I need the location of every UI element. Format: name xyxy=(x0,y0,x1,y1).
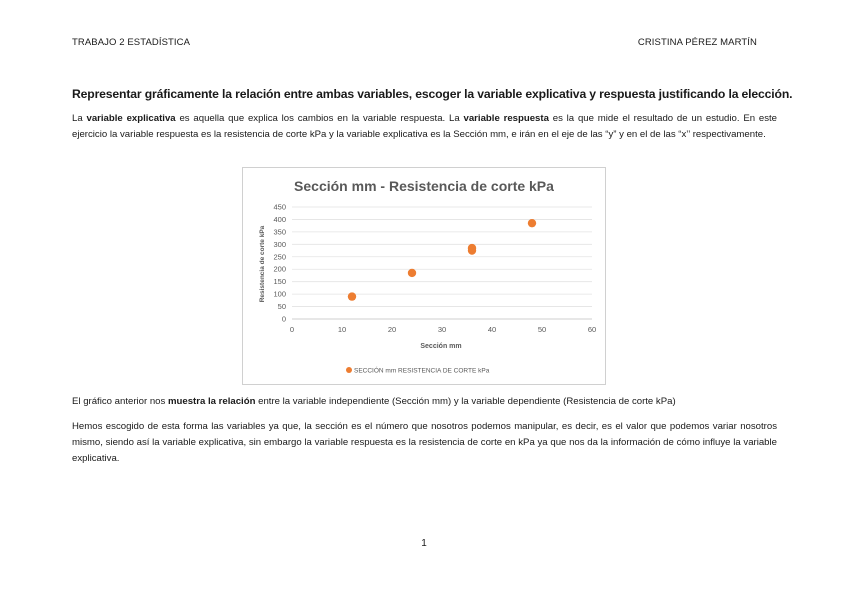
chart-title: Sección mm - Resistencia de corte kPa xyxy=(294,178,554,194)
p2-text-2: entre la variable independiente (Sección mm) y la variable dependiente (Resistencia de corte kPa) xyxy=(255,396,676,407)
legend-label: SECCIÓN mm RESISTENCIA DE CORTE kPa xyxy=(354,367,490,375)
y-tick-label: 250 xyxy=(273,252,286,262)
p1-bold-explicativa: variable explicativa xyxy=(86,113,176,124)
tick-layer xyxy=(273,203,596,335)
p1-text-2: es aquella que explica los cambios en la variable respuesta. La xyxy=(175,113,464,124)
p1-text-1: La xyxy=(72,113,87,124)
x-tick-label: 10 xyxy=(337,325,347,334)
page-number: 1 xyxy=(421,538,427,549)
paragraph-definitions xyxy=(72,111,777,143)
section-heading: Representar gráficamente la relación entre ambas variables, escoger la variable explicativa y respuesta justificando la elección. xyxy=(72,87,793,101)
p2-bold-relacion: muestra la relación xyxy=(167,396,256,407)
y-tick-label: 100 xyxy=(273,289,286,299)
header-right: CRISTINA PÉREZ MARTÍN xyxy=(637,37,757,48)
data-point xyxy=(528,219,536,227)
x-tick-label: 60 xyxy=(587,325,597,334)
y-tick-label: 0 xyxy=(281,314,286,324)
y-tick-label: 50 xyxy=(277,302,286,312)
y-tick-label: 400 xyxy=(273,214,286,224)
p1-text-3: es la que mide el resultado de un estudio. En este ejercicio la variable respuesta es la resistencia de corte kPa y la variable explicativa es la Sección mm, e irán en el eje de las “y” y en el de las “x’’ respectivamente. xyxy=(72,113,777,140)
y-axis-label: Resistencia de corte kPa xyxy=(259,225,266,303)
y-tick-label: 200 xyxy=(273,264,286,274)
scatter-chart xyxy=(242,167,606,385)
p2-text-1: El gráfico anterior nos xyxy=(72,396,168,407)
chart-svg xyxy=(243,168,605,384)
y-tick-label: 300 xyxy=(273,239,286,249)
data-point xyxy=(468,244,476,252)
y-tick-label: 150 xyxy=(273,277,286,287)
y-tick-label: 350 xyxy=(273,227,286,237)
x-axis-label: Sección mm xyxy=(420,343,462,350)
data-point xyxy=(408,269,416,277)
header-left: TRABAJO 2 ESTADÍSTICA xyxy=(72,37,191,48)
data-point xyxy=(348,292,356,300)
point-layer xyxy=(348,219,536,301)
paragraph-relation xyxy=(72,394,777,410)
x-tick-label: 50 xyxy=(537,325,547,334)
x-tick-label: 20 xyxy=(387,325,397,334)
y-tick-label: 450 xyxy=(273,202,286,212)
x-tick-label: 30 xyxy=(437,325,447,334)
legend-marker xyxy=(346,367,352,373)
x-tick-label: 40 xyxy=(487,325,497,334)
x-tick-label: 0 xyxy=(289,325,295,334)
p1-bold-respuesta: variable respuesta xyxy=(463,113,549,124)
paragraph-justification: Hemos escogido de esta forma las variables ya que, la sección es el número que nosotros podemos manipular, es decir, es el valor que podemos variar nosotros mismo, siendo así la variable explicativa, sin embargo la variable respuesta es la resistencia de corte en kPa ya que nos da la información de cómo influye la variable explicativa. xyxy=(72,421,777,464)
grid-layer xyxy=(292,207,592,319)
